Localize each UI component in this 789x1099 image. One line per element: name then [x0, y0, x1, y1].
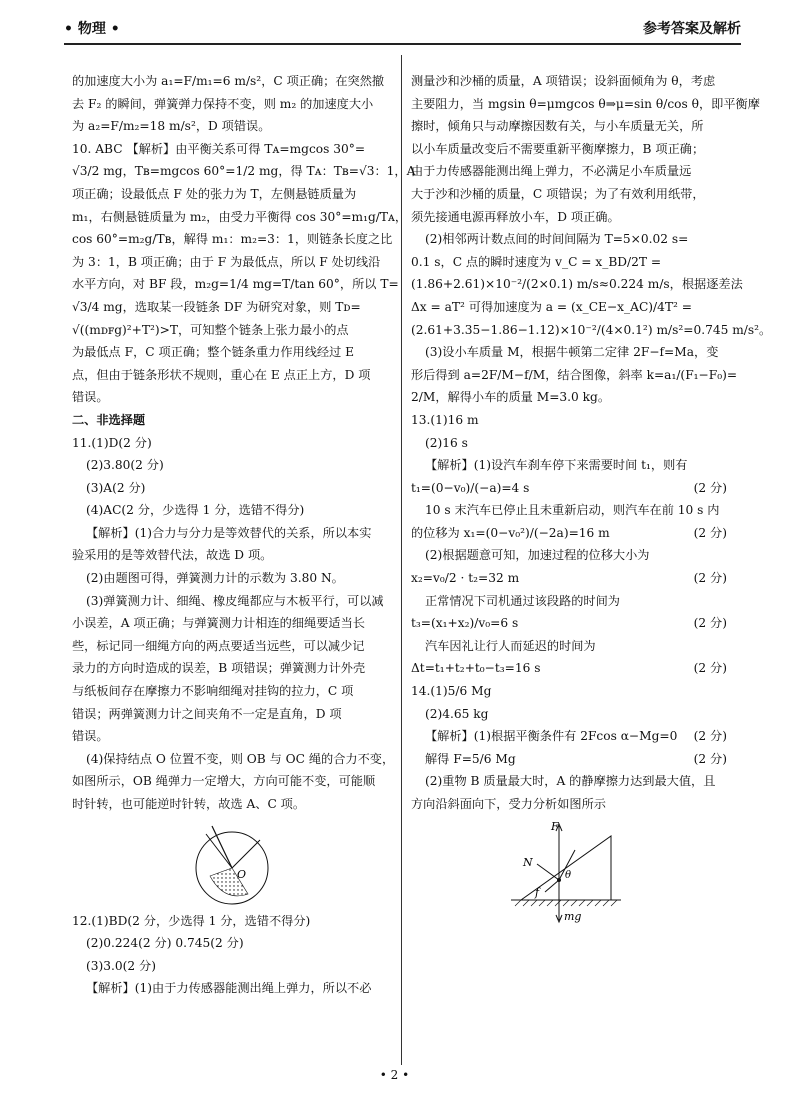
text-line: 去 F₂ 的瞬间，弹簧弹力保持不变，则 m₂ 的加速度大小: [72, 96, 374, 111]
text-line: 小误差，A 项正确；与弹簧测力计相连的细绳要适当长: [72, 616, 365, 631]
points-label: (2 分): [693, 525, 727, 540]
equation: 解得 F=5/6 Mg: [425, 751, 516, 766]
equation: x₂=v₀/2 · t₂=32 m: [411, 571, 520, 586]
text-line: 测量沙和沙桶的质量，A 项错误；设斜面倾角为 θ，考虑: [411, 74, 716, 88]
analysis-line: 【解析】(1)合力与分力是等效替代的关系，所以本实: [86, 525, 372, 540]
text-line: 的加速度大小为 a₁=F/m₁=6 m/s²，C 项正确；在突然撤: [72, 74, 385, 88]
text-line: 为 a₂=F/m₂=18 m/s²，D 项错误。: [72, 119, 271, 134]
text-line: Δx = aT² 可得加速度为 a = (x_CE−x_AC)/4T² =: [411, 299, 692, 314]
text-line: 0.1 s，C 点的瞬时速度为 v_C = x_BD/2T =: [411, 254, 662, 269]
analysis-line: 【解析】(1)由于力传感器能测出绳上弹力，所以不必: [86, 981, 372, 996]
text-line: 项正确；设最低点 F 处的张力为 T，左侧悬链质量为: [72, 186, 357, 201]
text-line: (2)根据题意可知，加速过程的位移大小为: [425, 548, 650, 563]
left-column: [72, 70, 416, 1000]
equation: Δt=t₁+t₂+t₀−t₃=16 s: [411, 661, 541, 676]
text-line: 些，标记同一细绳方向的两点要适当远些，可以减少记: [72, 638, 365, 653]
incline-force-figure: [411, 816, 727, 926]
equation-line: [411, 657, 727, 680]
text-line: (2)重物 B 质量最大时，A 的静摩擦力达到最大值，且: [425, 774, 716, 789]
text-line: 汽车因礼让行人而延迟的时间为: [425, 638, 596, 653]
gravity-label: mg: [564, 909, 582, 923]
equation-line: [411, 748, 727, 771]
equation-line: [411, 522, 727, 545]
equation: t₃=(x₁+x₂)/v₀=6 s: [411, 616, 519, 631]
point-o-label: O: [237, 867, 247, 881]
q12-answer: 12.(1)BD(2 分，少选得 1 分，选错不得分): [72, 913, 311, 928]
equation: t₁=(0−v₀)/(−a)=4 s: [411, 480, 530, 495]
equation-line: [411, 567, 727, 590]
text-line: 如图所示，OB 绳弹力一定增大，方向可能不变，可能顺: [72, 774, 376, 789]
text-line: (3)弹簧测力计、细绳、橡皮绳都应与木板平行，可以减: [86, 593, 384, 608]
q10-line: 10. ABC 【解析】由平衡关系可得 Tᴀ=mgcos 30°=: [72, 141, 366, 156]
subject-label: • 物理 •: [64, 21, 120, 37]
text-line: (2.61+3.35−1.86−1.12)×10⁻²/(4×0.1²) m/s²=0.745 m/s²。: [411, 322, 772, 337]
column-divider: [401, 55, 402, 1065]
equation: 的位移为 x₁=(0−v₀²)/(−2a)=16 m: [411, 525, 610, 540]
text-line: (2)由题图可得，弹簧测力计的示数为 3.80 N。: [86, 571, 344, 586]
text-line: √3/4 mg，选取某一段链条 DF 为研究对象，则 Tᴅ=: [72, 299, 361, 314]
text-line: 2/M，解得小车的质量 M=3.0 kg。: [411, 390, 611, 405]
section-heading: 二、非选择题: [72, 412, 146, 427]
points-label: (2 分): [693, 480, 727, 495]
q11-answer: 11.(1)D(2 分): [72, 435, 152, 450]
text-line: 验采用的是等效替代法，故选 D 项。: [72, 548, 273, 563]
answer-line: (2)0.224(2 分) 0.745(2 分): [86, 936, 244, 951]
text-line: 与纸板间存在摩擦力不影响细绳对挂钩的拉力，C 项: [72, 684, 354, 699]
text-line: 为 3：1，B 项正确；由于 F 为最低点，所以 F 处切线沿: [72, 254, 381, 269]
text-line: 错误。: [72, 729, 109, 744]
points-label: (2 分): [693, 616, 727, 631]
text-line: (2)相邻两计数点间的时间间隔为 T=5×0.02 s=: [425, 232, 689, 247]
points-label: (2 分): [693, 571, 727, 586]
text-line: 时针转，也可能逆时针转，故选 A、C 项。: [72, 797, 306, 811]
answer-line: (2)3.80(2 分): [86, 458, 164, 473]
header-title: 参考答案及解析: [643, 21, 741, 37]
equation-line: [411, 612, 727, 635]
right-column: [411, 70, 772, 926]
page-header: [64, 16, 741, 42]
analysis-line: 【解析】(1)设汽车刹车停下来需要时间 t₁，则有: [425, 458, 688, 473]
text-line: 形后得到 a=2F/M−f/M，结合图像，斜率 k=a₁/(F₁−F₀)=: [411, 367, 738, 382]
text-line: 由于力传感器能测出绳上弹力，不必满足小车质量远: [411, 164, 692, 179]
force-circle-diagram: [72, 816, 394, 910]
points-label: (2 分): [693, 751, 727, 766]
equation-line: [411, 477, 727, 500]
text-line: 点，但由于链条形状不规则，重心在 E 点正上方，D 项: [72, 367, 371, 382]
answer-line: (2)4.65 kg: [425, 706, 489, 721]
answer-line: (3)A(2 分): [86, 480, 146, 495]
text-line: 录力的方向时造成的误差，B 项错误；弹簧测力计外壳: [72, 661, 366, 676]
text-line: 主要阻力，当 mgsin θ=μmgcos θ⇒μ=sin θ/cos θ，即平衡摩: [411, 96, 760, 111]
text-line: 大于沙和沙桶的质量，C 项错误；为了有效利用纸带，: [411, 186, 705, 201]
incline-force-diagram: [411, 816, 727, 926]
header-rule: [64, 43, 741, 45]
text-line: 错误。: [72, 390, 109, 405]
answer-line: (3)3.0(2 分): [86, 958, 156, 973]
text-line: √((mᴅꜰg)²+T²)>T，可知整个链条上张力最小的点: [72, 322, 349, 337]
text-line: 为最低点 F，C 项正确；整个链条重力作用线经过 E: [72, 345, 355, 360]
text-line: cos 60°=m₂g/Tʙ，解得 m₁：m₂=3：1，则链条长度之比: [72, 232, 393, 247]
page-number: • 2 •: [379, 1068, 410, 1082]
text-line: 正常情况下司机通过该段路的时间为: [425, 593, 620, 608]
text-line: 方向沿斜面向下，受力分析如图所示: [411, 797, 606, 811]
text-line: 以小车质量改变后不需要重新平衡摩擦力，B 项正确；: [411, 141, 705, 156]
text-line: (1.86+2.61)×10⁻²/(2×0.1) m/s≈0.224 m/s，根据逐差法: [411, 277, 743, 292]
friction-label: f: [535, 885, 540, 899]
force-f-label: F: [551, 819, 559, 833]
text-line: 水平方向，对 BF 段，m₂g=1/4 mg=T/tan 60°，所以 T=: [72, 277, 399, 292]
text-line: (3)设小车质量 M，根据牛顿第二定律 2F−f=Ma，变: [425, 345, 719, 360]
q14-answer: 14.(1)5/6 Mg: [411, 684, 492, 699]
normal-force-label: N: [523, 855, 533, 869]
text-line: √3/2 mg，Tʙ=mgcos 60°=1/2 mg，得 Tᴀ：Tʙ=√3：1，A: [72, 164, 416, 179]
angle-label: θ: [565, 869, 572, 881]
answer-line: (4)AC(2 分，少选得 1 分，选错不得分): [86, 503, 305, 518]
text-line: 须先接通电源再释放小车，D 项正确。: [411, 209, 620, 224]
q13-answer: 13.(1)16 m: [411, 412, 479, 427]
text-line: 错误；两弹簧测力计之间夹角不一定是直角，D 项: [72, 706, 342, 721]
force-circle-figure: [72, 816, 394, 910]
text-line: m₁，右侧悬链质量为 m₂，由受力平衡得 cos 30°=m₁g/Tᴀ，: [72, 209, 408, 224]
answer-line: (2)16 s: [425, 435, 468, 450]
points-label: (2 分): [693, 729, 727, 744]
equation: 【解析】(1)根据平衡条件有 2Fcos α−Mg=0: [425, 729, 678, 744]
text-line: 10 s 末汽车已停止且未重新启动，则汽车在前 10 s 内: [425, 503, 720, 518]
text-line: (4)保持结点 O 位置不变，则 OB 与 OC 绳的合力不变，: [86, 751, 395, 766]
analysis-line: [411, 725, 727, 748]
points-label: (2 分): [693, 661, 727, 676]
text-line: 擦时，倾角只与动摩擦因数有关，与小车质量无关，所: [411, 119, 704, 134]
